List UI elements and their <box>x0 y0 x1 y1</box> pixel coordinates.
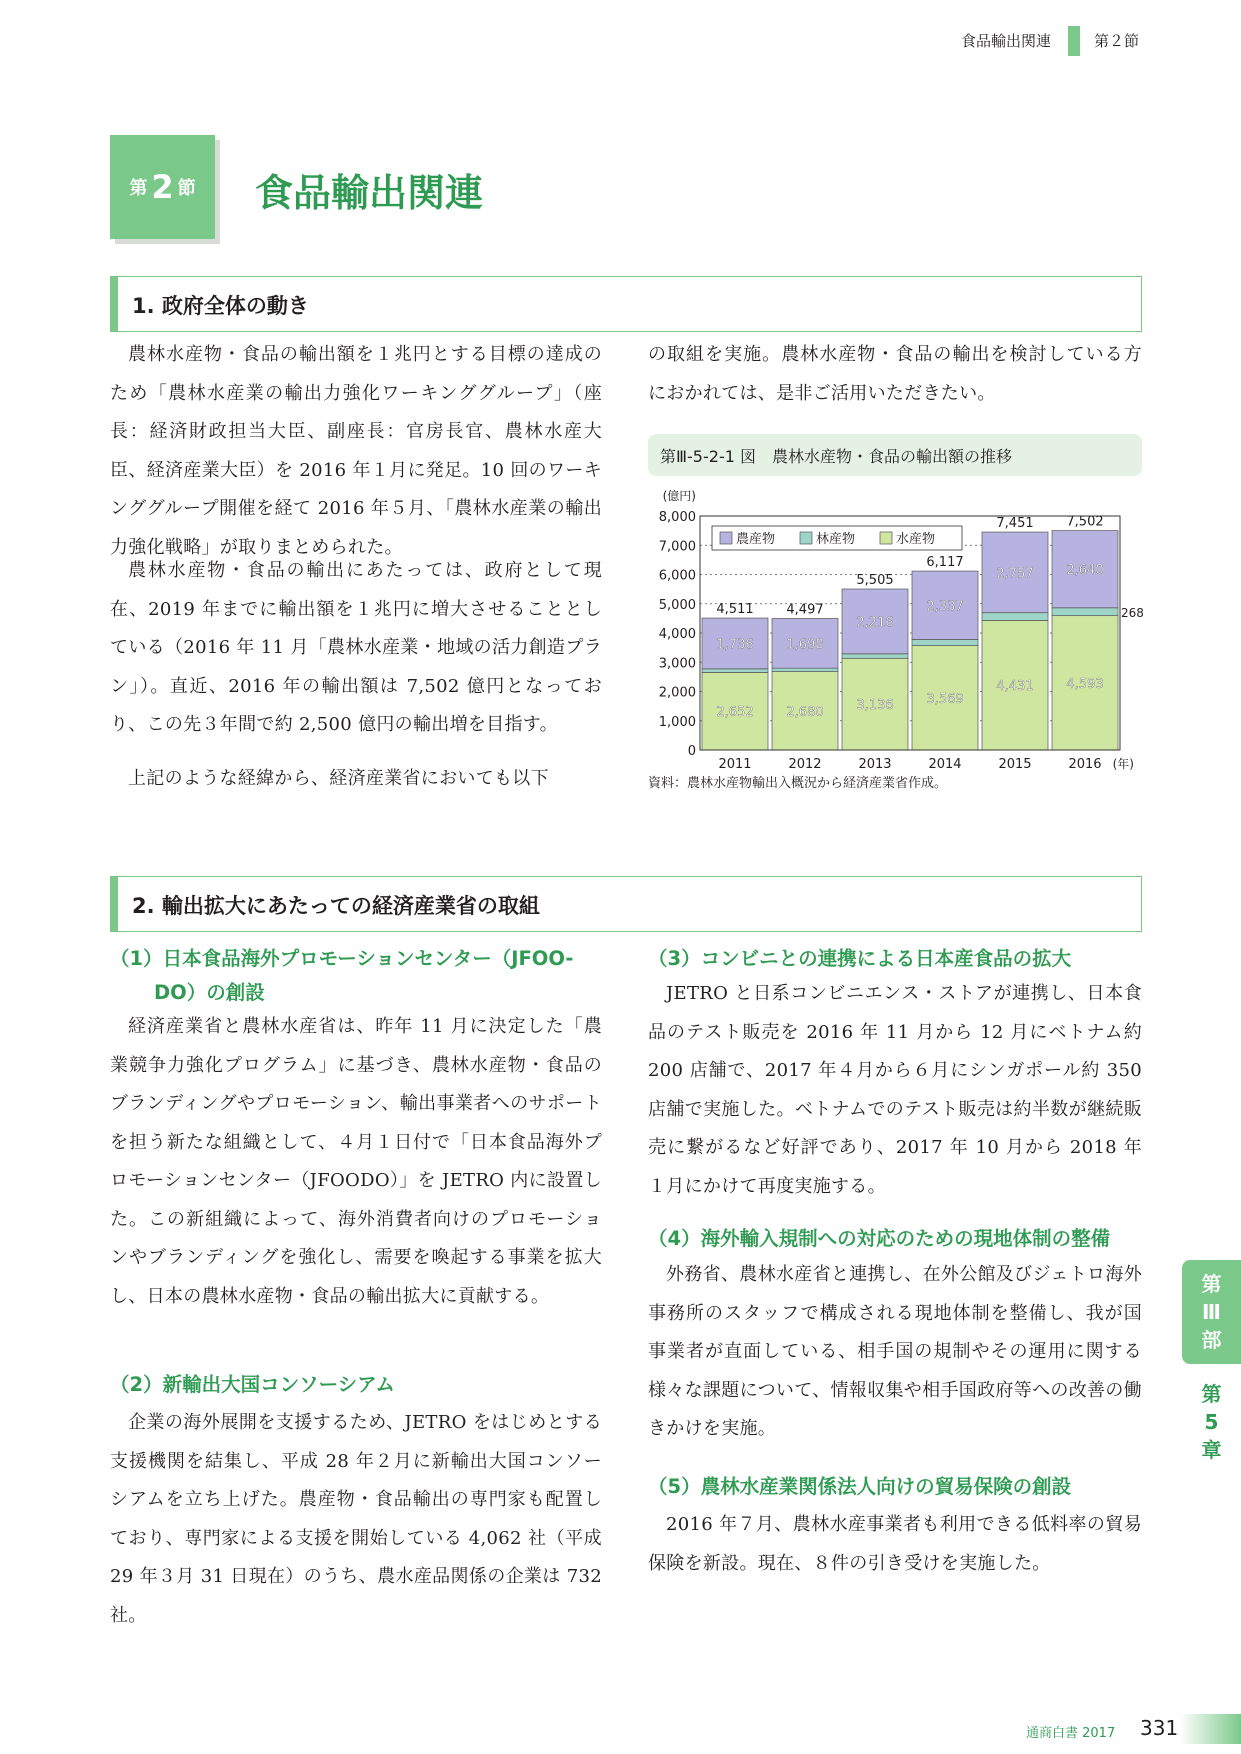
p1-left-c: 上記のような経緯から、経済産業省においても以下 <box>128 768 549 789</box>
heading-2: 2. 輸出拡大にあたっての経済産業省の取組 <box>110 876 1142 932</box>
section-badge <box>110 135 215 239</box>
heading-1: 1. 政府全体の動き <box>110 276 1142 332</box>
section-number: 2 <box>151 168 174 206</box>
p1-left-b: 農林水産物・食品の輸出にあたっては、政府として現在、2019 年までに輸出額を１兆円に増大させることとしている（2016 年 11 月「農林水産業・地域の活力創造プラン」）。直近、2016 年の輸出額は 7,502 億円となっており、この先３年間で約 2,500 億円の輸出増を目指す。 <box>110 560 602 735</box>
total-label: 5,505 <box>856 573 894 589</box>
sub1-body: 経済産業省と農林水産省は、昨年 11 月に決定した「農業競争力強化プログラム」に基づき、農林水産物・食品のブランディングやプロモーション、輸出事業者へのサポートを担う新たな組織として、４月１日付で「日本食品海外プロモーションセンター（JFOODO）」を JETRO 内に設置した。この新組織によって、海外消費者向けのプロモーションやブランディングを強化し、需要を喚起する事業を拡大し、日本の農林水産物・食品の輸出拡大に貢献する。 <box>110 1016 602 1307</box>
total-label: 7,451 <box>996 516 1034 532</box>
legend-label: 林産物 <box>816 532 856 547</box>
data-label: 3,569 <box>926 691 964 707</box>
section-prefix: 第 <box>129 178 148 199</box>
subhead-1-line1: （1）日本食品海外プロモーションセンター（JFOO- <box>110 947 574 970</box>
data-label: 2,757 <box>996 566 1034 582</box>
data-label: 1,698 <box>786 637 824 653</box>
y-tick-label: 7,000 <box>658 539 696 555</box>
subhead-5: （5）農林水産業関係法人向けの貿易保険の創設 <box>648 1475 1072 1498</box>
figure-source: 資料：農林水産物輸出入概況から経済産業省作成。 <box>648 776 948 791</box>
y-tick-label: 3,000 <box>658 656 696 672</box>
y-tick-label: 1,000 <box>658 714 696 730</box>
total-label: 7,502 <box>1066 514 1104 530</box>
footer-bar <box>1180 1714 1241 1744</box>
section-suffix: 節 <box>177 178 196 199</box>
running-header-chapter: 食品輸出関連 <box>960 32 1051 50</box>
data-label: 3,136 <box>856 698 894 714</box>
side-tab-part <box>1182 1260 1241 1364</box>
x-tick-label: 2012 <box>788 757 822 772</box>
x-tick-label: 2013 <box>858 757 892 772</box>
side-tab-part-2: Ⅲ <box>1202 1300 1221 1324</box>
subhead-4: （4）海外輸入規制への対応のための現地体制の整備 <box>648 1227 1111 1250</box>
subhead-1-line2: DO）の創設 <box>154 981 265 1004</box>
subhead-2: （2）新輸出大国コンソーシアム <box>110 1373 395 1396</box>
running-header-bar <box>1068 26 1080 56</box>
sub2-body: 企業の海外展開を支援するため、JETRO をはじめとする支援機関を結集し、平成 28 年２月に新輸出大国コンソーシアムを立ち上げた。農産物・食品輸出の専門家も配置しており、専門家による支援を開始している 4,062 社（平成 29 年３月 31 日現在）のうち、農水産品関係の企業は 732 社。 <box>110 1412 602 1626</box>
p1-right: の取組を実施。農林水産物・食品の輸出を検討している方におかれては、是非ご活用いただきたい。 <box>648 344 1142 404</box>
total-label: 4,497 <box>786 602 824 618</box>
data-label: 2,652 <box>716 705 754 721</box>
side-tab-part-3: 部 <box>1201 1328 1222 1352</box>
bar-segment <box>1052 608 1118 616</box>
export-chart <box>640 484 1144 774</box>
bar-segment <box>982 613 1048 621</box>
section-title: 食品輸出関連 <box>255 170 484 215</box>
data-label: 2,337 <box>926 599 964 615</box>
total-label: 6,117 <box>926 555 964 571</box>
side-tab-chapter <box>1182 1364 1241 1464</box>
legend-swatch <box>720 532 732 544</box>
figure-title: 第Ⅲ-5-2-1 図 農林水産物・食品の輸出額の推移 <box>648 434 1142 476</box>
y-tick-label: 2,000 <box>658 685 696 701</box>
legend-label: 水産物 <box>896 532 936 547</box>
x-tick-label: 2016 <box>1068 757 1102 772</box>
y-tick-label: 6,000 <box>658 568 696 584</box>
running-header <box>0 26 1241 56</box>
y-tick-label: 0 <box>687 744 696 759</box>
x-unit-label: (年) <box>1112 757 1134 771</box>
running-header-section: 第２節 <box>1094 32 1140 50</box>
bar-segment <box>912 639 978 645</box>
legend-label: 農産物 <box>736 532 776 547</box>
side-tab-chapter-3: 章 <box>1201 1438 1222 1462</box>
legend-swatch <box>880 532 892 544</box>
y-tick-label: 5,000 <box>658 597 696 613</box>
x-tick-label: 2015 <box>998 757 1032 772</box>
bar-segment <box>842 654 908 658</box>
side-tab-part-1: 第 <box>1201 1272 1222 1296</box>
footer <box>0 1714 1241 1744</box>
y-unit-label: (億円) <box>662 489 696 503</box>
data-label: 2,640 <box>1066 563 1104 579</box>
data-label: 2,216 <box>856 615 894 631</box>
p1-left-a: 農林水産物・食品の輸出額を１兆円とする目標の達成のため「農林水産業の輸出力強化ワーキンググループ」（座長：経済財政担当大臣、副座長：官房長官、農林水産大臣、経済産業大臣）を 2016 年１月に発足。10 回のワーキンググループ開催を経て 2016 年５月、「農林水産業の輸出力強化戦略」が取りまとめられた。 <box>110 344 602 558</box>
y-tick-label: 8,000 <box>658 510 696 525</box>
data-label: 4,431 <box>996 679 1034 695</box>
side-tab-chapter-1: 第 <box>1201 1382 1222 1406</box>
sub3-body: JETRO と日系コンビニエンス・ストアが連携し、日本食品のテスト販売を 2016 年 11 月から 12 月にベトナム約 200 店舗で、2017 年４月から６月にシンガポール約 350 店舗で実施した。ベトナムでのテスト販売は約半数が継続販売に繋がるなど好評であり、2017 年 10 月から 2018 年１月にかけて再度実施する。 <box>648 983 1142 1197</box>
side-tab <box>1182 1260 1241 1464</box>
bar-segment <box>702 669 768 673</box>
data-label: 4,593 <box>1066 676 1104 692</box>
page-number: 331 <box>1140 1716 1179 1740</box>
subhead-1 <box>110 942 602 1010</box>
subhead-3: （3）コンビニとの連携による日本産食品の拡大 <box>648 947 1072 970</box>
x-tick-label: 2014 <box>928 757 962 772</box>
side-tab-chapter-2: 5 <box>1204 1410 1219 1434</box>
footer-label: 通商白書 2017 <box>1026 1726 1116 1741</box>
bar-segment <box>772 668 838 671</box>
total-label: 4,511 <box>716 602 754 618</box>
sub4-body: 外務省、農林水産省と連携し、在外公館及びジェトロ海外事務所のスタッフで構成される現地体制を整備し、我が国事業者が直面している、相手国の規制やその運用に関する様々な課題について、情報収集や相手国政府等への改善の働きかけを実施。 <box>648 1264 1142 1439</box>
x-tick-label: 2011 <box>718 757 752 772</box>
data-label: 1,736 <box>716 637 754 653</box>
y-tick-label: 4,000 <box>658 627 696 642</box>
data-label: 2,680 <box>786 704 824 720</box>
sub5-body: 2016 年７月、農林水産事業者も利用できる低料率の貿易保険を新設。現在、８件の引き受けを実施した。 <box>648 1514 1142 1574</box>
legend-swatch <box>800 532 812 544</box>
data-label: 268 <box>1121 605 1144 620</box>
